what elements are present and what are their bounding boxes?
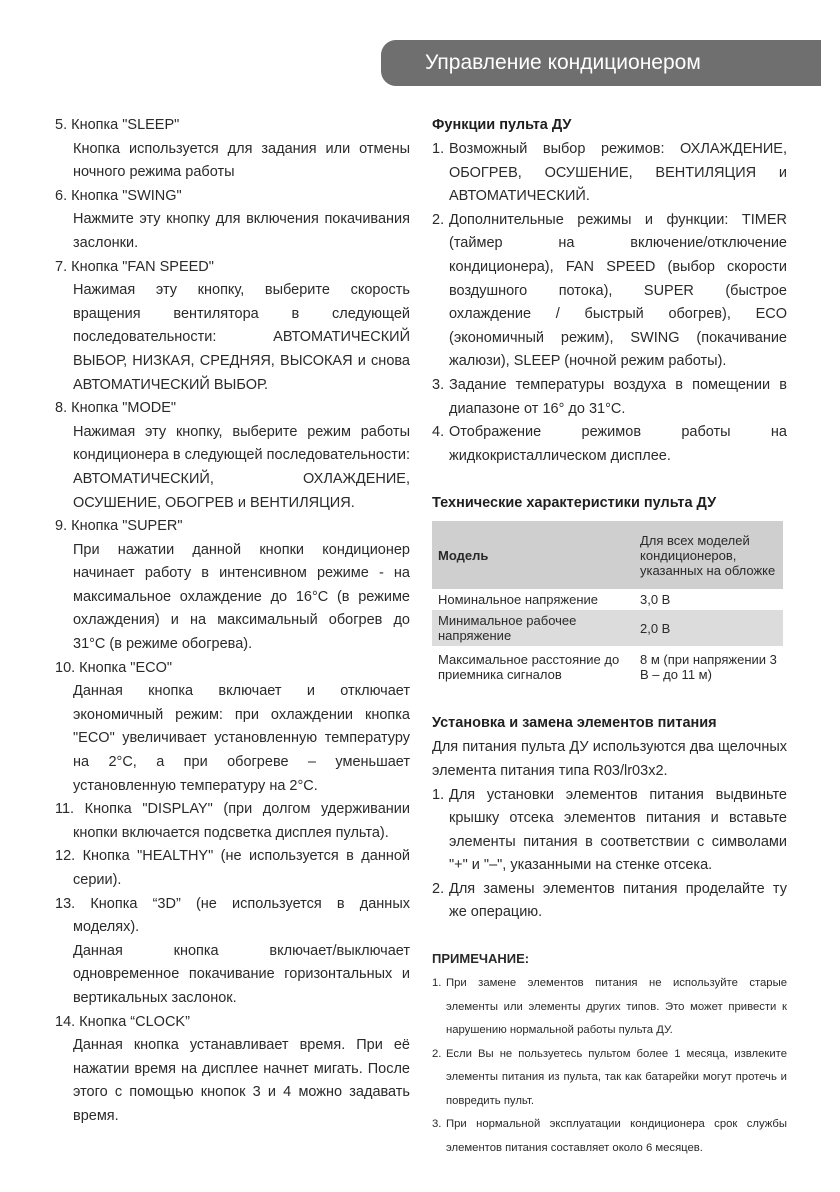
- list-item: [55, 1011, 410, 1129]
- item-text: Данная кнопка включает/выключает одновременное покачивание горизонтальных и вертикальных заслонок.: [73, 942, 410, 1006]
- item-heading: 9. Кнопка "SUPER": [55, 518, 183, 535]
- list-item: 1. Возможный выбор режимов: ОХЛАЖДЕНИЕ, ОБОГРЕВ, ОСУШЕНИЕ, ВЕНТИЛЯЦИЯ и АВТОМАТИЧЕСКИЙ.: [432, 141, 787, 205]
- list-item: 3. При нормальной эксплуатации кондиционера срок службы элементов питания составляет около 6 месяцев.: [432, 1118, 787, 1154]
- table-cell: 2,0 В: [634, 610, 783, 646]
- note-list: [432, 972, 787, 1160]
- table-cell: Максимальное расстояние до приемника сигналов: [438, 652, 620, 683]
- table-header-value: Для всех моделей кондиционеров, указанных на обложке: [634, 521, 783, 589]
- table-header-label: Модель: [432, 521, 634, 589]
- list-item: 1. При замене элементов питания не используйте старые элементы или элементы других типов. Это может привести к нарушению нормальной работы пульта ДУ.: [432, 977, 787, 1037]
- list-item: [55, 256, 410, 398]
- list-item: [55, 798, 410, 845]
- functions-title: Функции пульта ДУ: [432, 117, 572, 133]
- item-text: Нажмите эту кнопку для включения покачивания заслонки.: [73, 211, 410, 251]
- list-item: 4. Отображение режимов работы на жидкокристаллическом дисплее.: [432, 424, 787, 464]
- page-title: Управление кондиционером: [425, 51, 701, 74]
- item-text: При нажатии данной кнопки кондиционер начинает работу в интенсивном режиме - на максимальное охлаждение до 16°С (в режиме охлаждения) и на максимальный обогрев до 31°С (в режиме обогрева).: [73, 541, 410, 653]
- table-row: [432, 589, 783, 610]
- list-item: [55, 845, 410, 892]
- list-item: 1. Для установки элементов питания выдвиньте крышку отсека элементов питания и вставьте элементы питания в соответствии с символами "+" и "–", указанными на стенке отсека.: [432, 786, 787, 874]
- item-heading: 5. Кнопка "SLEEP": [55, 117, 180, 133]
- table-row: [432, 521, 783, 589]
- item-heading: 6. Кнопка "SWING": [55, 187, 182, 204]
- page-header: [381, 40, 821, 86]
- list-item: 2. Для замены элементов питания проделайте ту же операцию.: [432, 880, 787, 921]
- list-item: 3. Задание температуры воздуха в помещении в диапазоне от 16° до 31°С.: [432, 376, 787, 417]
- item-text: Данная кнопка включает и отключает экономичный режим: при охлаждении кнопка "ECO" увеличивает установленную температуру на 2°С, а при обогреве – уменьшает установленную температуру на 2°С.: [73, 683, 410, 794]
- item-heading: 11. Кнопка "DISPLAY" (при долгом удерживании кнопки включается подсветка дисплея пульта).: [55, 801, 410, 841]
- list-item: [55, 515, 410, 657]
- table-row: [432, 646, 783, 688]
- functions-list: [432, 138, 787, 468]
- item-heading: 12. Кнопка "HEALTHY" (не используется в данной серии).: [55, 848, 410, 888]
- table-row: [432, 610, 783, 646]
- item-heading: 14. Кнопка “CLOCK”: [55, 1013, 190, 1030]
- specs-title: Технические характеристики пульта ДУ: [432, 495, 717, 512]
- item-heading: 10. Кнопка "ECO": [55, 659, 173, 676]
- right-column: [432, 114, 787, 1160]
- left-column: [55, 114, 410, 1129]
- batteries-list: [432, 784, 787, 926]
- list-item: [55, 397, 410, 515]
- table-cell: Номинальное напряжение: [438, 592, 599, 608]
- list-item: [55, 657, 410, 799]
- note-title: ПРИМЕЧАНИЕ:: [432, 951, 530, 967]
- item-heading: 13. Кнопка “3D” (не используется в данных моделях).: [55, 895, 410, 936]
- item-heading: 8. Кнопка "MODE": [55, 400, 177, 417]
- list-item: 2. Дополнительные режимы и функции: TIMER (таймер на включение/отключение кондиционера), FAN SPEED (выбор скорости воздушного потока), SUPER (быстрое охлаждение / быстрый обогрев), ECO (экономичный режим), SWING (покачивание жалюзи), SLEEP (ночной режим работы).: [432, 211, 787, 370]
- list-item: [55, 185, 410, 256]
- item-heading: 7. Кнопка "FAN SPEED": [55, 258, 214, 275]
- item-text: Нажимая эту кнопку, выберите режим работы кондиционера в следующей последовательности: АВТОМАТИЧЕСКИЙ, ОХЛАЖДЕНИЕ, ОСУШЕНИЕ, ОБОГРЕВ и ВЕНТИЛЯЦИЯ.: [73, 423, 410, 511]
- specs-table: [432, 521, 783, 688]
- batteries-intro: Для питания пульта ДУ используются два щелочных элемента питания типа R03/lr03x2.: [432, 739, 787, 779]
- item-text: Нажимая эту кнопку, выберите скорость вращения вентилятора в следующей последовательности: АВТОМАТИЧЕСКИЙ ВЫБОР, НИЗКАЯ, СРЕДНЯЯ, ВЫСОКАЯ и снова АВТОМАТИЧЕСКИЙ ВЫБОР.: [73, 282, 410, 393]
- table-cell: 3,0 В: [640, 592, 671, 608]
- table-cell: Минимальное рабочее напряжение: [432, 610, 634, 646]
- list-item: [55, 893, 410, 1011]
- batteries-title: Установка и замена элементов питания: [432, 715, 717, 732]
- list-item: [55, 114, 410, 185]
- item-text: Кнопка используется для задания или отмены ночного режима работы: [73, 140, 410, 181]
- list-item: 2. Если Вы не пользуетесь пультом более 1 месяца, извлеките элементы питания из пульта, так как батарейки могут протечь и повредить пульт.: [432, 1047, 787, 1107]
- table-cell: 8 м (при напряжении 3 В – до 11 м): [640, 652, 777, 683]
- item-text: Данная кнопка устанавливает время. При её нажатии время на дисплее начнет мигать. После этого с помощью кнопок 3 и 4 можно задавать время.: [73, 1037, 410, 1124]
